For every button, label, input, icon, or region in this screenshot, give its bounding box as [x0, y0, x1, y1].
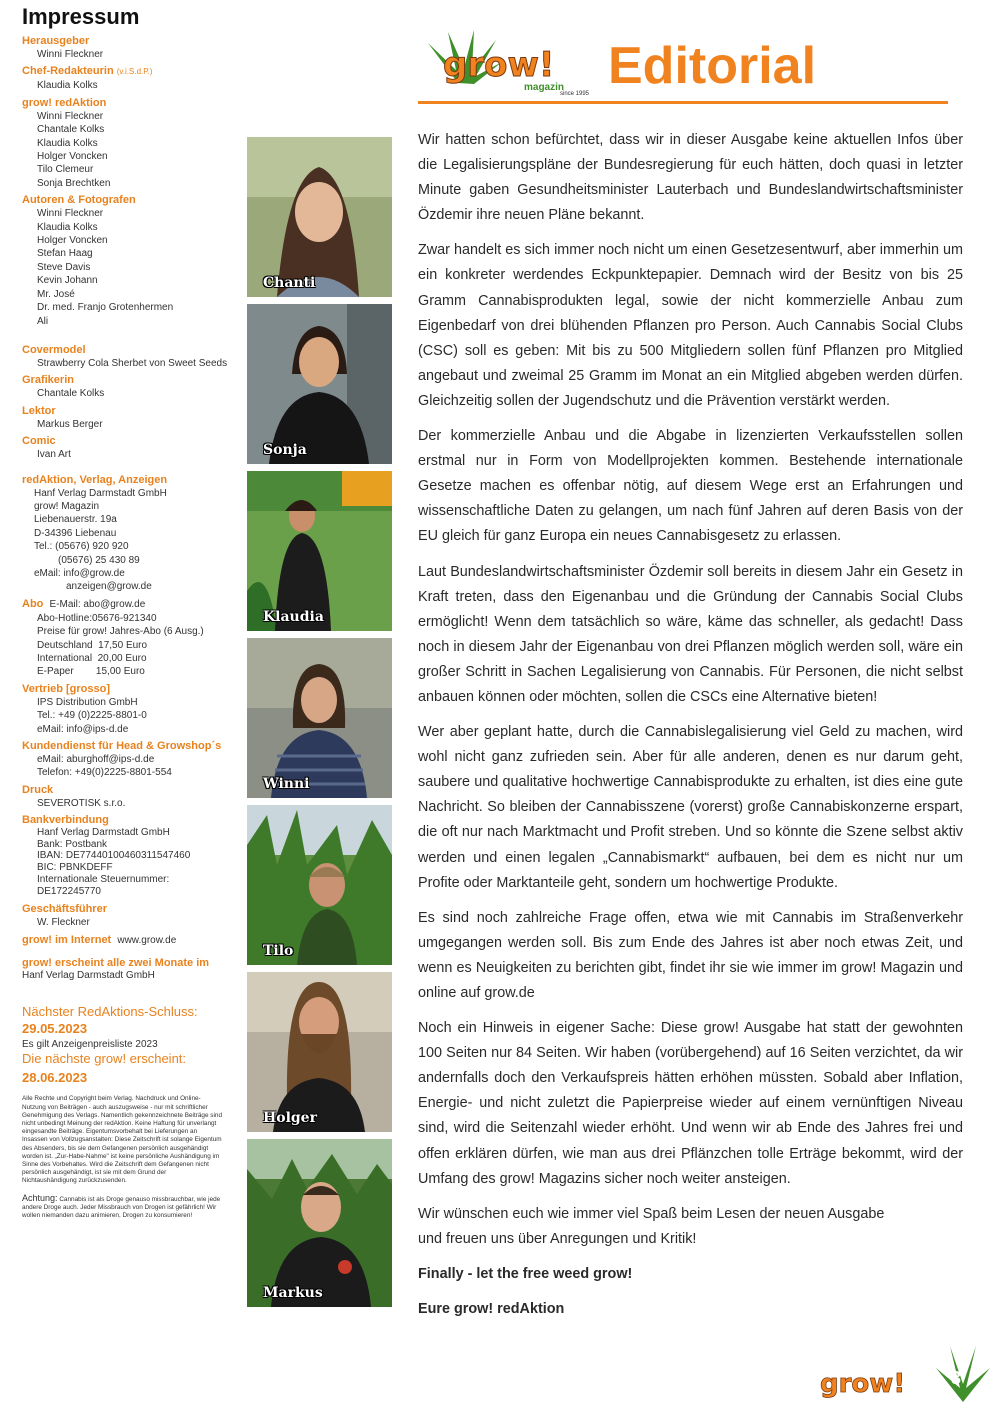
photo-name: Chanti — [263, 275, 316, 291]
autor: Kevin Johann — [37, 275, 98, 287]
bank-line: DE172245770 — [37, 886, 101, 898]
editorial-body — [418, 128, 963, 1332]
vertrieb-line: IPS Distribution GmbH — [37, 696, 138, 708]
signature: Eure grow! redAktion — [418, 1301, 565, 1318]
rights-text: Alle Rechte und Copyright beim Verlag. Nachdruck und Online-Nutzung von Beiträgen - auch auszugsweise - nur mit schriftlicher Genehmigung des Verlags. Namentlich gekennzeichnete Beiträge sind nicht unbedingt Meinung der redAktion. Keine Haftung für unverlangt eingesandte Beiträge. Eigentumsvorbehalt bei Lieferungen an Insassen von Vollzugsanstalten: Diese Zeitschrift ist solange Eigentum des Absenders, bis sie dem Gefangenen persönlich ausgehändigt worden ist. „Zur-Habe-Nahme" ist keine persönliche Aushändigung im Sinne des Vorbehaltes. Wird die Zeitschrift dem Gefangenen nicht persönlich ausgehändigt, ist sie mit dem Grund der Nichtaushändigung zurückzusenden. — [22, 1095, 223, 1185]
verlag-line: Hanf Verlag Darmstadt GmbH — [34, 487, 167, 499]
vertrieb-line[interactable]: eMail: info@ips-d.de — [37, 723, 129, 735]
grafik-value: Chantale Kolks — [37, 388, 105, 400]
autor: Winni Fleckner — [37, 208, 104, 220]
chef-sub: (v.i.S.d.P.) — [116, 67, 153, 77]
logo-since: since 1995 — [560, 91, 590, 97]
photo-name: Tilo — [263, 943, 294, 959]
verlag-email[interactable]: eMail: info@grow.de — [34, 567, 125, 579]
team-photos — [247, 137, 392, 1314]
autor: Mr. José — [37, 288, 75, 300]
autor: Steve Davis — [37, 261, 91, 273]
autor: Stefan Haag — [37, 248, 93, 260]
kunden-label: Kundendienst für Head & Growshop´s — [22, 740, 222, 753]
warning-label: Achtung: — [22, 1192, 58, 1203]
internet-label — [22, 933, 237, 948]
editorial-paragraph: Noch ein Hinweis in eigener Sache: Diese grow! Ausgabe hat statt der gewohnten 100 Seiten nur 84 Seiten. Wir haben (vorübergehend) auf 16 Seiten verzichtet, da wir andernfalls doch den Verkaufspreis hätten erhöhen müssten. Sobald aber Inflation, Energie- und nicht zuletzt die Papierpreise wieder auf einem vernünftigen Niveau sind, wird die Seitenzahl wieder erhöht. Und wenn wir ab Ende des Jahres frei und offen erklären dürfen, wie man aus drei Pflänzchen tolle Erträge bekommt, wird der Umfang des grow! Magazins sicher noch weiter ansteigen. — [418, 1020, 963, 1187]
herausgeber-label: Herausgeber — [22, 35, 90, 47]
abo-label-text: Abo — [22, 597, 44, 610]
photo-name: Winni — [263, 776, 310, 792]
bank-line: Bank: Postbank — [37, 838, 108, 850]
bank-line: BIC: PBNKDEFF — [37, 862, 113, 874]
next-label: Die nächste grow! erscheint: — [22, 1051, 187, 1067]
redaktion-member: Sonja Brechtken — [37, 177, 111, 189]
bank-line: Internationale Steuernummer: — [37, 873, 170, 885]
footer-logo-word: grow! — [820, 1369, 906, 1398]
chef-label — [22, 64, 237, 79]
photo-name: Holger — [263, 1110, 317, 1126]
redaktion-member: Klaudia Kolks — [37, 137, 98, 149]
closing — [418, 1202, 963, 1252]
autor: Dr. med. Franjo Grotenhermen — [37, 302, 174, 314]
redaktion-member: Tilo Clemeur — [37, 164, 94, 176]
team-photo — [247, 304, 392, 464]
team-photo — [247, 805, 392, 965]
bank-label: Bankverbindung — [22, 814, 109, 827]
footer-logo — [818, 1364, 928, 1398]
photo-name: Sonja — [263, 442, 307, 458]
abo-mail[interactable]: E-Mail: abo@grow.de — [49, 598, 146, 610]
autor: Ali — [37, 315, 49, 327]
team-photo — [247, 1139, 392, 1307]
team-photo — [247, 471, 392, 631]
kunden-line[interactable]: eMail: aburghoff@ips-d.de — [37, 754, 155, 766]
title-divider — [418, 101, 948, 104]
cannabis-leaf-icon — [930, 1340, 996, 1406]
comic-value: Ivan Art — [37, 449, 71, 461]
abo-line: Abo-Hotline:05676-921340 — [37, 612, 157, 624]
schluss-label: Nächster RedAktions-Schluss: — [22, 1004, 198, 1020]
editorial-paragraph: Laut Bundeslandwirtschaftsminister Özdemir soll bereits in diesem Jahr ein Gesetz in Kraft treten, dass den Eigenanbau und die Gründung der Cannabis Social Clubs ermöglicht! Wenn dem tatsächlich so wäre, käme das schneller, als gedacht! Dass noch in diesem Jahr der Eigenanbau von drei Pflanzen möglich werden soll, wäre ein großer Schritt in Sachen Legalisierung von Cannabis. Für Personen, die nicht selbst anbauen können oder möchten, sollen die CSCs eine Alternative bieten! — [418, 563, 963, 705]
verlag-line: Liebenauerstr. 19a — [34, 514, 117, 526]
team-photo — [247, 638, 392, 798]
lektor-label: Lektor — [22, 404, 56, 417]
verlag-email2[interactable]: anzeigen@grow.de — [66, 581, 152, 593]
team-photo — [247, 972, 392, 1132]
gf-label: Geschäftsführer — [22, 903, 107, 916]
autor: Klaudia Kolks — [37, 221, 98, 233]
internet-label-text: grow! im Internet — [22, 933, 112, 946]
next-date: 28.06.2023 — [22, 1070, 88, 1086]
internet-link[interactable]: www.grow.de — [117, 934, 177, 946]
photo-name: Markus — [263, 1285, 323, 1301]
photo-name: Klaudia — [263, 609, 324, 625]
chef-label-text: Chef-Redakteurin — [22, 65, 114, 78]
verlag-line: Tel.: (05676) 920 920 — [34, 541, 129, 553]
editorial-paragraph: Wer aber geplant hatte, durch die Cannabislegalisierung viel Geld zu machen, wird wohl nicht ganz zufrieden sein. Aber für alle anderen, denen es nur darum geht, saubere und qualitative hochwertige Cannabisprodukte zu erhalten, ist dies eine gute Nachricht. So bleiben der Cannabisszene (vorerst) große Cannabiskonzerne erspart, die oft nur nach Marktmacht und Profit streben. Und so könnte die Szene selbst aktiv werden und einen legalen „Cannabismarkt“ aufbauen, bei dem es nicht nur um Profite oder Marktanteile geht, sondern um hochwertige Produkte. — [418, 724, 963, 891]
grow-logo — [418, 28, 608, 98]
impressum-column — [22, 4, 237, 1220]
redaktion-member: Chantale Kolks — [37, 124, 105, 136]
erscheint-value: Hanf Verlag Darmstadt GmbH — [22, 969, 155, 981]
bank-line: IBAN: DE77440100460311547460 — [37, 850, 191, 862]
editorial-title: Editorial — [608, 37, 817, 95]
editorial-paragraph: Es sind noch zahlreiche Frage offen, etwa wie mit Cannabis im Straßenverkehr umgegangen werden soll. Bis zum Ende des Jahres ist aber noch etwas Zeit, und wenn es Neuigkeiten zu berichten gibt, findet ihr sie wie immer im grow! Magazin und online auf grow.de — [418, 909, 963, 1001]
schluss-date: 29.05.2023 — [22, 1021, 88, 1037]
redaktion-member: Winni Fleckner — [37, 110, 104, 122]
cover-label: Covermodel — [22, 343, 86, 356]
motto: Finally - let the free weed grow! — [418, 1265, 633, 1282]
vertrieb-label: Vertrieb [grosso] — [22, 682, 111, 695]
abo-line: Preise für grow! Jahres-Abo (6 Ausg.) — [37, 626, 204, 638]
warning — [22, 1194, 224, 1221]
lektor-value: Markus Berger — [37, 418, 103, 430]
abo-line: E-Paper 15,00 Euro — [37, 666, 145, 678]
cover-value: Strawberry Cola Sherbet von Sweet Seeds — [37, 357, 228, 369]
autor: Holger Voncken — [37, 235, 108, 247]
editorial-paragraph: Zwar handelt es sich immer noch nicht um einen Gesetzesentwurf, aber immerhin um ein konkreter werdendes Eckpunktepapier. Demnach wird der Besitz von bis 25 Gramm Cannabisprodukten legal, sowie der nicht kommerzielle Anbau zum Eigenbedarf von drei blühenden Pflanzen pro Person. Auch Cannabis Social Clubs (CSC) soll es geben: Mit bis zu 500 Mitgliedern sollen fünf Pflanzen pro Mitglied angebaut und zweimal 25 Gramm im Monat an ein Mitglied abgeben werden dürfen. Gleichzeitig sollen der Jugendschutz und die Prävention verstärkt werden. — [418, 242, 963, 409]
preisliste: Es gilt Anzeigenpreisliste 2023 — [22, 1039, 158, 1051]
editorial-paragraph: Der kommerzielle Anbau und die Abgabe in lizenzierten Verkaufsstellen sollen erstmal nur in Form von Modellprojekten kommen. Bestehende internationale Gesetze machen es offenbar nötig, auf diesem Wege erst an Erfahrungen und wissenschaftliche Daten zu gelangen, um nach fünf Jahren auf deren Basis von der EU gleich für ganz Europa ein neues Cannabisgesetz zu erlassen. — [418, 428, 963, 545]
closing-line-2: und freuen uns über Anregungen und Kritik! — [418, 1230, 697, 1247]
abo-line: Deutschland 17,50 Euro — [37, 639, 148, 651]
comic-label: Comic — [22, 435, 56, 448]
warning-text: Cannabis ist als Droge genauso missbrauchbar, wie jede andere Droge auch. Jeder Missbrauch von Drogen ist gefährlich! Wir wollen niemanden dazu animieren, Drogen zu konsumieren! — [22, 1195, 221, 1220]
druck-label: Druck — [22, 783, 54, 796]
bank-line: Hanf Verlag Darmstadt GmbH — [37, 827, 170, 839]
redaktion-label: grow! redAktion — [22, 96, 107, 109]
page-number: 3 — [951, 1368, 962, 1388]
vertrieb-line: Tel.: +49 (0)2225-8801-0 — [37, 710, 147, 722]
abo-line: International 20,00 Euro — [37, 653, 147, 664]
verlag-line: grow! Magazin — [34, 500, 100, 512]
autoren-label: Autoren & Fotografen — [22, 194, 136, 207]
closing-line-1: Wir wünschen euch wie immer viel Spaß beim Lesen der neuen Ausgabe — [418, 1205, 885, 1222]
chef-value: Klaudia Kolks — [37, 80, 98, 92]
logo-word: grow! — [443, 45, 555, 85]
grafik-label: Grafikerin — [22, 374, 74, 387]
kunden-line: Telefon: +49(0)2225-8801-554 — [37, 767, 172, 779]
abo-label — [22, 597, 237, 612]
redaktion-member: Holger Voncken — [37, 151, 108, 163]
erscheint-label: grow! erscheint alle zwei Monate im — [22, 956, 210, 969]
impressum-title: Impressum — [22, 4, 140, 29]
verlag-tel2: (05676) 25 430 89 — [58, 554, 140, 566]
gf-value: W. Fleckner — [37, 917, 90, 929]
team-photo — [247, 137, 392, 297]
editorial-paragraph: Wir hatten schon befürchtet, dass wir in dieser Ausgabe keine aktuellen Infos über die Legalisierungspläne der Bundesregierung für euch hätten, doch quasi in letzter Minute gaben Gesundheitsminister Lauterbach und Bundeslandwirtschaftsminister Özdemir ihre neuen Pläne bekannt. — [418, 132, 963, 224]
verlag-line: D-34396 Liebenau — [34, 527, 117, 539]
herausgeber-value: Winni Fleckner — [37, 49, 104, 60]
verlag-label: redAktion, Verlag, Anzeigen — [22, 473, 168, 486]
druck-value: SEVEROTISK s.r.o. — [37, 797, 126, 809]
logo-sub: magazin — [524, 82, 565, 93]
